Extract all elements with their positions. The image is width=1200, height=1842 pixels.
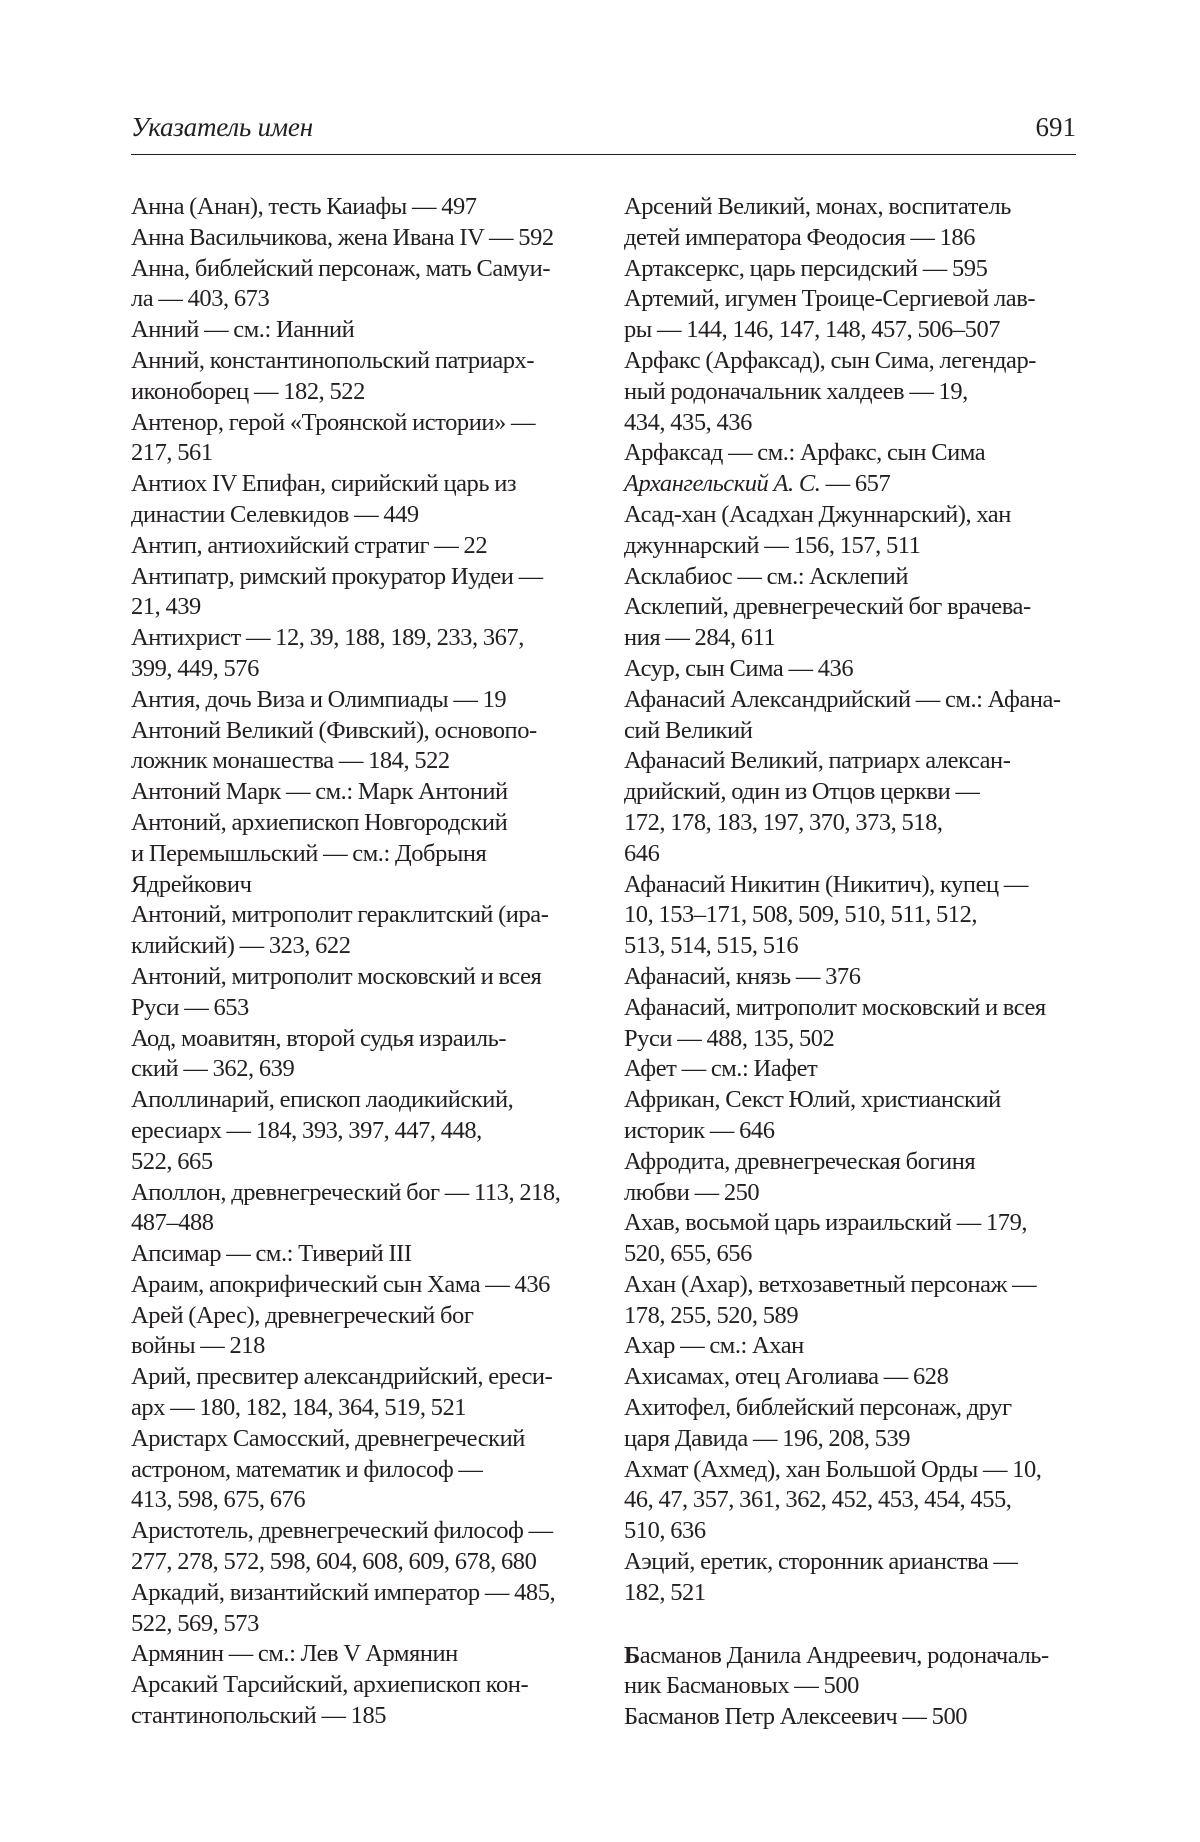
- index-entry: [624, 1054, 1079, 1085]
- entry-line: 277, 278, 572, 598, 604, 608, 609, 678, 680: [131, 1548, 537, 1576]
- entry-line: Ахав, восьмой царь израильский — 179,: [624, 1209, 1028, 1237]
- index-entry: [131, 1085, 586, 1177]
- entry-line: Анна (Анан), тесть Каиафы — 497: [131, 193, 477, 220]
- entry-line: царя Давида — 196, 208, 539: [624, 1424, 911, 1452]
- entry-line: Аристарх Самосский, древнегреческий: [131, 1424, 525, 1452]
- entry-line: Басманов Петр Алексеевич — 500: [624, 1703, 968, 1731]
- index-entry: [624, 438, 1079, 469]
- entry-line: ния — 284, 611: [624, 624, 776, 652]
- entry-line: 217, 561: [131, 439, 213, 467]
- entry-line: Антип, антиохийский стратиг — 22: [131, 531, 488, 559]
- entry-line: Афанасий Великий, патриарх алексан-: [624, 747, 1011, 775]
- entry-line: Антоний Марк — см.: Марк Антоний: [131, 778, 508, 806]
- index-entry: [131, 254, 586, 316]
- index-entry: [131, 1178, 586, 1240]
- entry-line: Аркадий, византийский император — 485,: [131, 1578, 556, 1606]
- index-entry: [131, 469, 586, 531]
- entry-line: Аристотель, древнегреческий философ —: [131, 1517, 553, 1545]
- entry-line: 434, 435, 436: [624, 408, 752, 436]
- entry-line: Руси — 653: [131, 993, 249, 1021]
- index-entry: [624, 746, 1079, 869]
- entry-line: Анна, библейский персонаж, мать Самуи-: [131, 254, 551, 282]
- entry-line: сий Великий: [624, 716, 753, 744]
- index-entry: [624, 1455, 1079, 1547]
- entry-line: Асклабиос — см.: Асклепий: [624, 562, 909, 590]
- entry-line: Артаксеркс, царь персидский — 595: [624, 254, 988, 282]
- entry-line: 399, 449, 576: [131, 654, 259, 682]
- entry-line: 413, 598, 675, 676: [131, 1486, 306, 1514]
- entry-line: Ахмат (Ахмед), хан Большой Орды — 10,: [624, 1455, 1042, 1483]
- section-initial: Б: [624, 1641, 640, 1669]
- index-entry: [624, 962, 1079, 993]
- entry-line: ский — 362, 639: [131, 1055, 295, 1083]
- entry-line: Афанасий, митрополит московский и всея: [624, 993, 1046, 1021]
- index-entry: [131, 408, 586, 470]
- index-entry: [131, 1516, 586, 1578]
- entry-line: клийский) — 323, 622: [131, 932, 351, 960]
- entry-line: иконоборец — 182, 522: [131, 377, 365, 405]
- index-entry: [131, 808, 586, 900]
- entry-line: 178, 255, 520, 589: [624, 1301, 799, 1329]
- entry-line: Армянин — см.: Лев V Армянин: [131, 1640, 458, 1668]
- entry-line: Антоний, митрополит гераклитский (ира-: [131, 901, 549, 929]
- entry-line: Аэций, еретик, сторонник арианства —: [624, 1548, 1018, 1576]
- entry-line: Арий, пресвитер александрийский, ереси-: [131, 1363, 553, 1391]
- entry-line: 513, 514, 515, 516: [624, 932, 799, 960]
- entry-line: 21, 439: [131, 593, 201, 621]
- entry-line: 182, 521: [624, 1578, 706, 1606]
- entry-line: 10, 153–171, 508, 509, 510, 511, 512,: [624, 901, 978, 929]
- index-entry: [131, 1670, 586, 1732]
- running-header: [131, 110, 1076, 155]
- entry-line: 172, 178, 183, 197, 370, 373, 518,: [624, 808, 943, 836]
- running-title: Указатель имен: [131, 112, 313, 142]
- entry-line: Антоний Великий (Фивский), основопо-: [131, 716, 537, 744]
- index-entry: [624, 346, 1079, 438]
- index-entry: [131, 223, 586, 254]
- entry-line: ла — 403, 673: [131, 285, 270, 313]
- entry-line: ложник монашества — 184, 522: [131, 747, 450, 775]
- entry-line: [624, 469, 1079, 500]
- entry-line: Антипатр, римский прокуратор Иудеи —: [131, 562, 543, 590]
- index-entry: [624, 1547, 1079, 1609]
- entry-line: Аод, моавитян, второй судья израиль-: [131, 1024, 507, 1052]
- entry-line: Антиох IV Епифан, сирийский царь из: [131, 470, 517, 498]
- entry-line: дрийский, один из Отцов церкви —: [624, 778, 980, 806]
- entry-line: астроном, математик и философ —: [131, 1455, 483, 1483]
- page-number: 691: [1035, 112, 1076, 142]
- entry-line: Арсакий Тарсийский, архиепископ кон-: [131, 1671, 529, 1699]
- index-entry: [624, 870, 1079, 962]
- index-entry: [131, 1024, 586, 1086]
- index-entry: [624, 284, 1079, 346]
- index-entry: [131, 1578, 586, 1640]
- entry-line: Арей (Арес), древнегреческий бог: [131, 1301, 474, 1329]
- entry-line: 520, 655, 656: [624, 1240, 752, 1268]
- entry-line: 487–488: [131, 1209, 214, 1237]
- entry-line: Афет — см.: Иафет: [624, 1055, 818, 1083]
- entry-line: Асад-хан (Асадхан Джуннарский), хан: [624, 500, 1011, 528]
- index-entry: [131, 685, 586, 716]
- index-entry-italic: [624, 469, 1079, 500]
- entry-line: Асур, сын Сима — 436: [624, 654, 854, 682]
- index-column-right: [624, 192, 1079, 1733]
- index-entry: [131, 315, 586, 346]
- entry-line: Апсимар — см.: Тиверий III: [131, 1240, 412, 1268]
- index-entry: [131, 900, 586, 962]
- entry-line: стантинопольский — 185: [131, 1702, 387, 1730]
- index-entry: [131, 1301, 586, 1363]
- index-entry: [131, 1270, 586, 1301]
- entry-line: ник Басмановых — 500: [624, 1672, 859, 1700]
- entry-line: Афанасий, князь — 376: [624, 962, 861, 990]
- entry-line: 646: [624, 839, 660, 867]
- entry-line: детей императора Феодосия — 186: [624, 223, 976, 251]
- entry-line: Арфакс (Арфаксад), сын Сима, легендар-: [624, 346, 1036, 374]
- index-entry: [624, 1085, 1079, 1147]
- index-entry: [624, 1331, 1079, 1362]
- index-entry: [131, 623, 586, 685]
- entry-line: Арсений Великий, монах, воспитатель: [624, 193, 1011, 220]
- index-entry: [131, 962, 586, 1024]
- index-entry: [624, 654, 1079, 685]
- index-entry: [624, 1702, 1079, 1733]
- entry-line: Анна Васильчикова, жена Ивана IV — 592: [131, 223, 554, 251]
- entry-line: и Перемышльский — см.: Добрыня: [131, 839, 487, 867]
- index-entry: [131, 562, 586, 624]
- entry-line: Руси — 488, 135, 502: [624, 1024, 835, 1052]
- entry-line: Антоний, митрополит московский и всея: [131, 962, 542, 990]
- entry-line: династии Селевкидов — 449: [131, 500, 419, 528]
- entry-pages: — 657: [820, 470, 891, 498]
- index-entry: [624, 192, 1079, 254]
- entry-line: Аполлинарий, епископ лаодикийский,: [131, 1086, 514, 1114]
- entry-line: Антихрист — 12, 39, 188, 189, 233, 367,: [131, 624, 524, 652]
- entry-line: Анний — см.: Ианний: [131, 316, 355, 344]
- index-entry: [624, 1208, 1079, 1270]
- entry-text: асманов Данила Андреевич, родоначаль-: [639, 1641, 1049, 1669]
- entry-line: арх — 180, 182, 184, 364, 519, 521: [131, 1394, 467, 1422]
- entry-line: Араим, апокрифический сын Хама — 436: [131, 1270, 550, 1298]
- index-entry: [624, 500, 1079, 562]
- entry-line: Ядрейкович: [131, 870, 252, 898]
- index-entry: [624, 993, 1079, 1055]
- entry-line: историк — 646: [624, 1116, 775, 1144]
- index-entry-section-start: [624, 1641, 1079, 1703]
- entry-line: Антия, дочь Виза и Олимпиады — 19: [131, 685, 507, 713]
- index-entry: [624, 254, 1079, 285]
- index-entry: [624, 1147, 1079, 1209]
- index-entry: [131, 777, 586, 808]
- entry-line: Ахан (Ахар), ветхозаветный персонаж —: [624, 1270, 1037, 1298]
- entry-line: Африкан, Секст Юлий, христианский: [624, 1086, 1001, 1114]
- entry-line: ный родоначальник халдеев — 19,: [624, 377, 968, 405]
- index-column-left: [131, 192, 586, 1732]
- entry-line: Афанасий Александрийский — см.: Афана-: [624, 685, 1061, 713]
- index-entry: [624, 1270, 1079, 1332]
- entry-line: Асклепий, древнегреческий бог врачева-: [624, 593, 1031, 621]
- entry-line: Антенор, герой «Троянской истории» —: [131, 408, 536, 436]
- index-entry: [624, 1362, 1079, 1393]
- entry-line: Артемий, игумен Троице-Сергиевой лав-: [624, 285, 1036, 313]
- entry-line: Антоний, архиепископ Новгородский: [131, 808, 508, 836]
- entry-line: ересиарх — 184, 393, 397, 447, 448,: [131, 1116, 482, 1144]
- index-entry: [131, 716, 586, 778]
- entry-line: любви — 250: [624, 1178, 760, 1206]
- entry-line: 46, 47, 357, 361, 362, 452, 453, 454, 455,: [624, 1486, 1012, 1514]
- entry-line: ры — 144, 146, 147, 148, 457, 506–507: [624, 316, 1001, 344]
- entry-line: Афродита, древнегреческая богиня: [624, 1147, 976, 1175]
- entry-line: Анний, константинопольский патриарх-: [131, 346, 535, 374]
- index-entry: [131, 346, 586, 408]
- entry-line: 522, 665: [131, 1147, 213, 1175]
- author-name: Архангельский А. С.: [624, 470, 821, 498]
- index-entry: [131, 1639, 586, 1670]
- index-entry: [131, 1424, 586, 1516]
- index-entry: [131, 1239, 586, 1270]
- entry-line: Афанасий Никитин (Никитич), купец —: [624, 870, 1028, 898]
- entry-line: войны — 218: [131, 1332, 265, 1360]
- index-entry: [131, 192, 586, 223]
- entry-line: 510, 636: [624, 1517, 706, 1545]
- entry-line: Ахисамах, отец Аголиава — 628: [624, 1363, 949, 1391]
- index-entry: [624, 1393, 1079, 1455]
- entry-line: Ахар — см.: Ахан: [624, 1332, 804, 1360]
- entry-line: Ахитофел, библейский персонаж, друг: [624, 1394, 1012, 1422]
- entry-line: Аполлон, древнегреческий бог — 113, 218,: [131, 1178, 561, 1206]
- index-entry: [131, 531, 586, 562]
- index-entry: [624, 685, 1079, 747]
- entry-line: [624, 1641, 1079, 1672]
- index-entry: [131, 1362, 586, 1424]
- index-entry: [624, 592, 1079, 654]
- entry-line: Арфаксад — см.: Арфакс, сын Сима: [624, 439, 986, 467]
- entry-line: 522, 569, 573: [131, 1609, 259, 1637]
- index-entry: [624, 562, 1079, 593]
- entry-line: джуннарский — 156, 157, 511: [624, 531, 921, 559]
